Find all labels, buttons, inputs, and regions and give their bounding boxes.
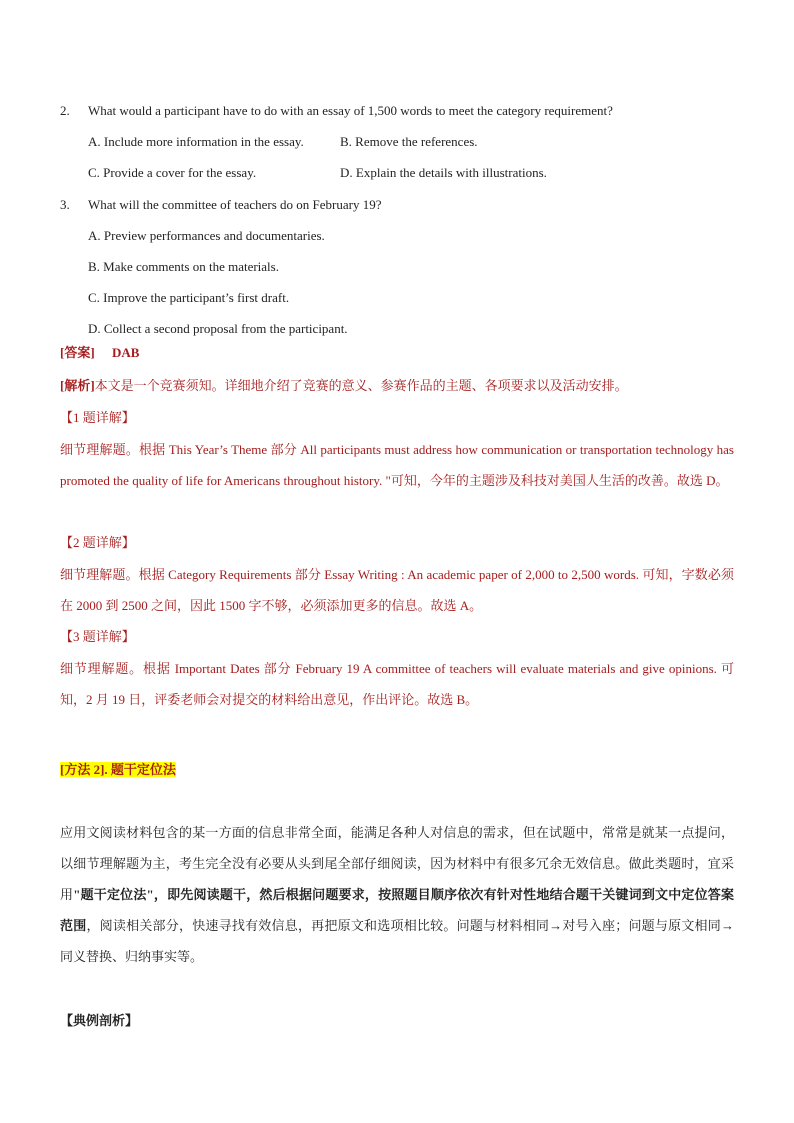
- analysis-intro-line: [60, 378, 628, 394]
- item-3-heading: 【3 题详解】: [60, 629, 135, 644]
- analysis-label: [解析]: [60, 378, 95, 393]
- option-a: A. Include more information in the essay.: [88, 134, 304, 149]
- option-c: C. Improve the participant’s first draft.: [88, 290, 290, 305]
- method-paragraph: [60, 817, 734, 972]
- question-number: 2.: [60, 103, 70, 118]
- answer-value: DAB: [112, 345, 140, 360]
- question-number: 3.: [60, 197, 70, 212]
- item-3-text: 细节理解题。根据 Important Dates 部分 February 19 A committee of teachers will evaluate materials and give opinions. 可知，2 月 19 日，评委老师会对提交的材料给出意见，作出评论。故选 B。: [60, 661, 734, 707]
- option-c: C. Provide a cover for the essay.: [88, 165, 257, 180]
- item-2-text: 细节理解题。根据 Category Requirements 部分 Essay Writing : An academic paper of 2,000 to 2,500 words. 可知，字数必须在 2000 到 2500 之间，因此 1500 字不够，必须添加更多的信息。故选 A。: [60, 567, 734, 613]
- item-1-text: 细节理解题。根据 This Year’s Theme 部分 All participants must address how communication or transportation technology has promoted the quality of life for Americans throughout history. "可知，今年的主题涉及科技对美国人生活的改善。故选 D。: [60, 442, 734, 488]
- answer-label: [答案]: [60, 345, 95, 360]
- method-title: [方法 2]. 题干定位法: [60, 762, 176, 777]
- option-b: B. Remove the references.: [340, 134, 478, 149]
- item-2-heading: 【2 题详解】: [60, 535, 135, 550]
- option-d: D. Explain the details with illustrations.: [340, 165, 547, 180]
- question-text: What will the committee of teachers do on February 19?: [88, 197, 382, 212]
- method-text-1: 应用文阅读材料包含的某一方面的信息非常全面，能满足各种人对信息的需求，但在试题中，常常是就某一点提问，以细节理解题为主，考生完全没有必要从头到尾全部仔细阅读，因为材料中有很多冗余无效信息。做此类题时，宜采用: [60, 825, 734, 902]
- item-1-heading: 【1 题详解】: [60, 410, 135, 425]
- option-a: A. Preview performances and documentaries.: [88, 228, 325, 243]
- method-title-line: [60, 762, 176, 778]
- option-d: D. Collect a second proposal from the participant.: [88, 321, 348, 336]
- option-b: B. Make comments on the materials.: [88, 259, 279, 274]
- analysis-intro: 本文是一个竞赛须知。详细地介绍了竞赛的意义、参赛作品的主题、各项要求以及活动安排。: [94, 378, 628, 393]
- method-text-2: ，阅读相关部分，快速寻找有效信息，再把原文和选项相比较。问题与材料相同→对号入座；问题与原文相同→同义替换、归纳事实等。: [60, 918, 734, 964]
- question-text: What would a participant have to do with an essay of 1,500 words to meet the category requirement?: [88, 103, 613, 118]
- method-text-bold: "题干定位法"，即先阅读题干，然后根据问题要求，按照题目顺序依次有针对性地结合题干关键词到文中定位答案范围: [60, 887, 734, 933]
- example-title: 【典例剖析】: [60, 1013, 139, 1028]
